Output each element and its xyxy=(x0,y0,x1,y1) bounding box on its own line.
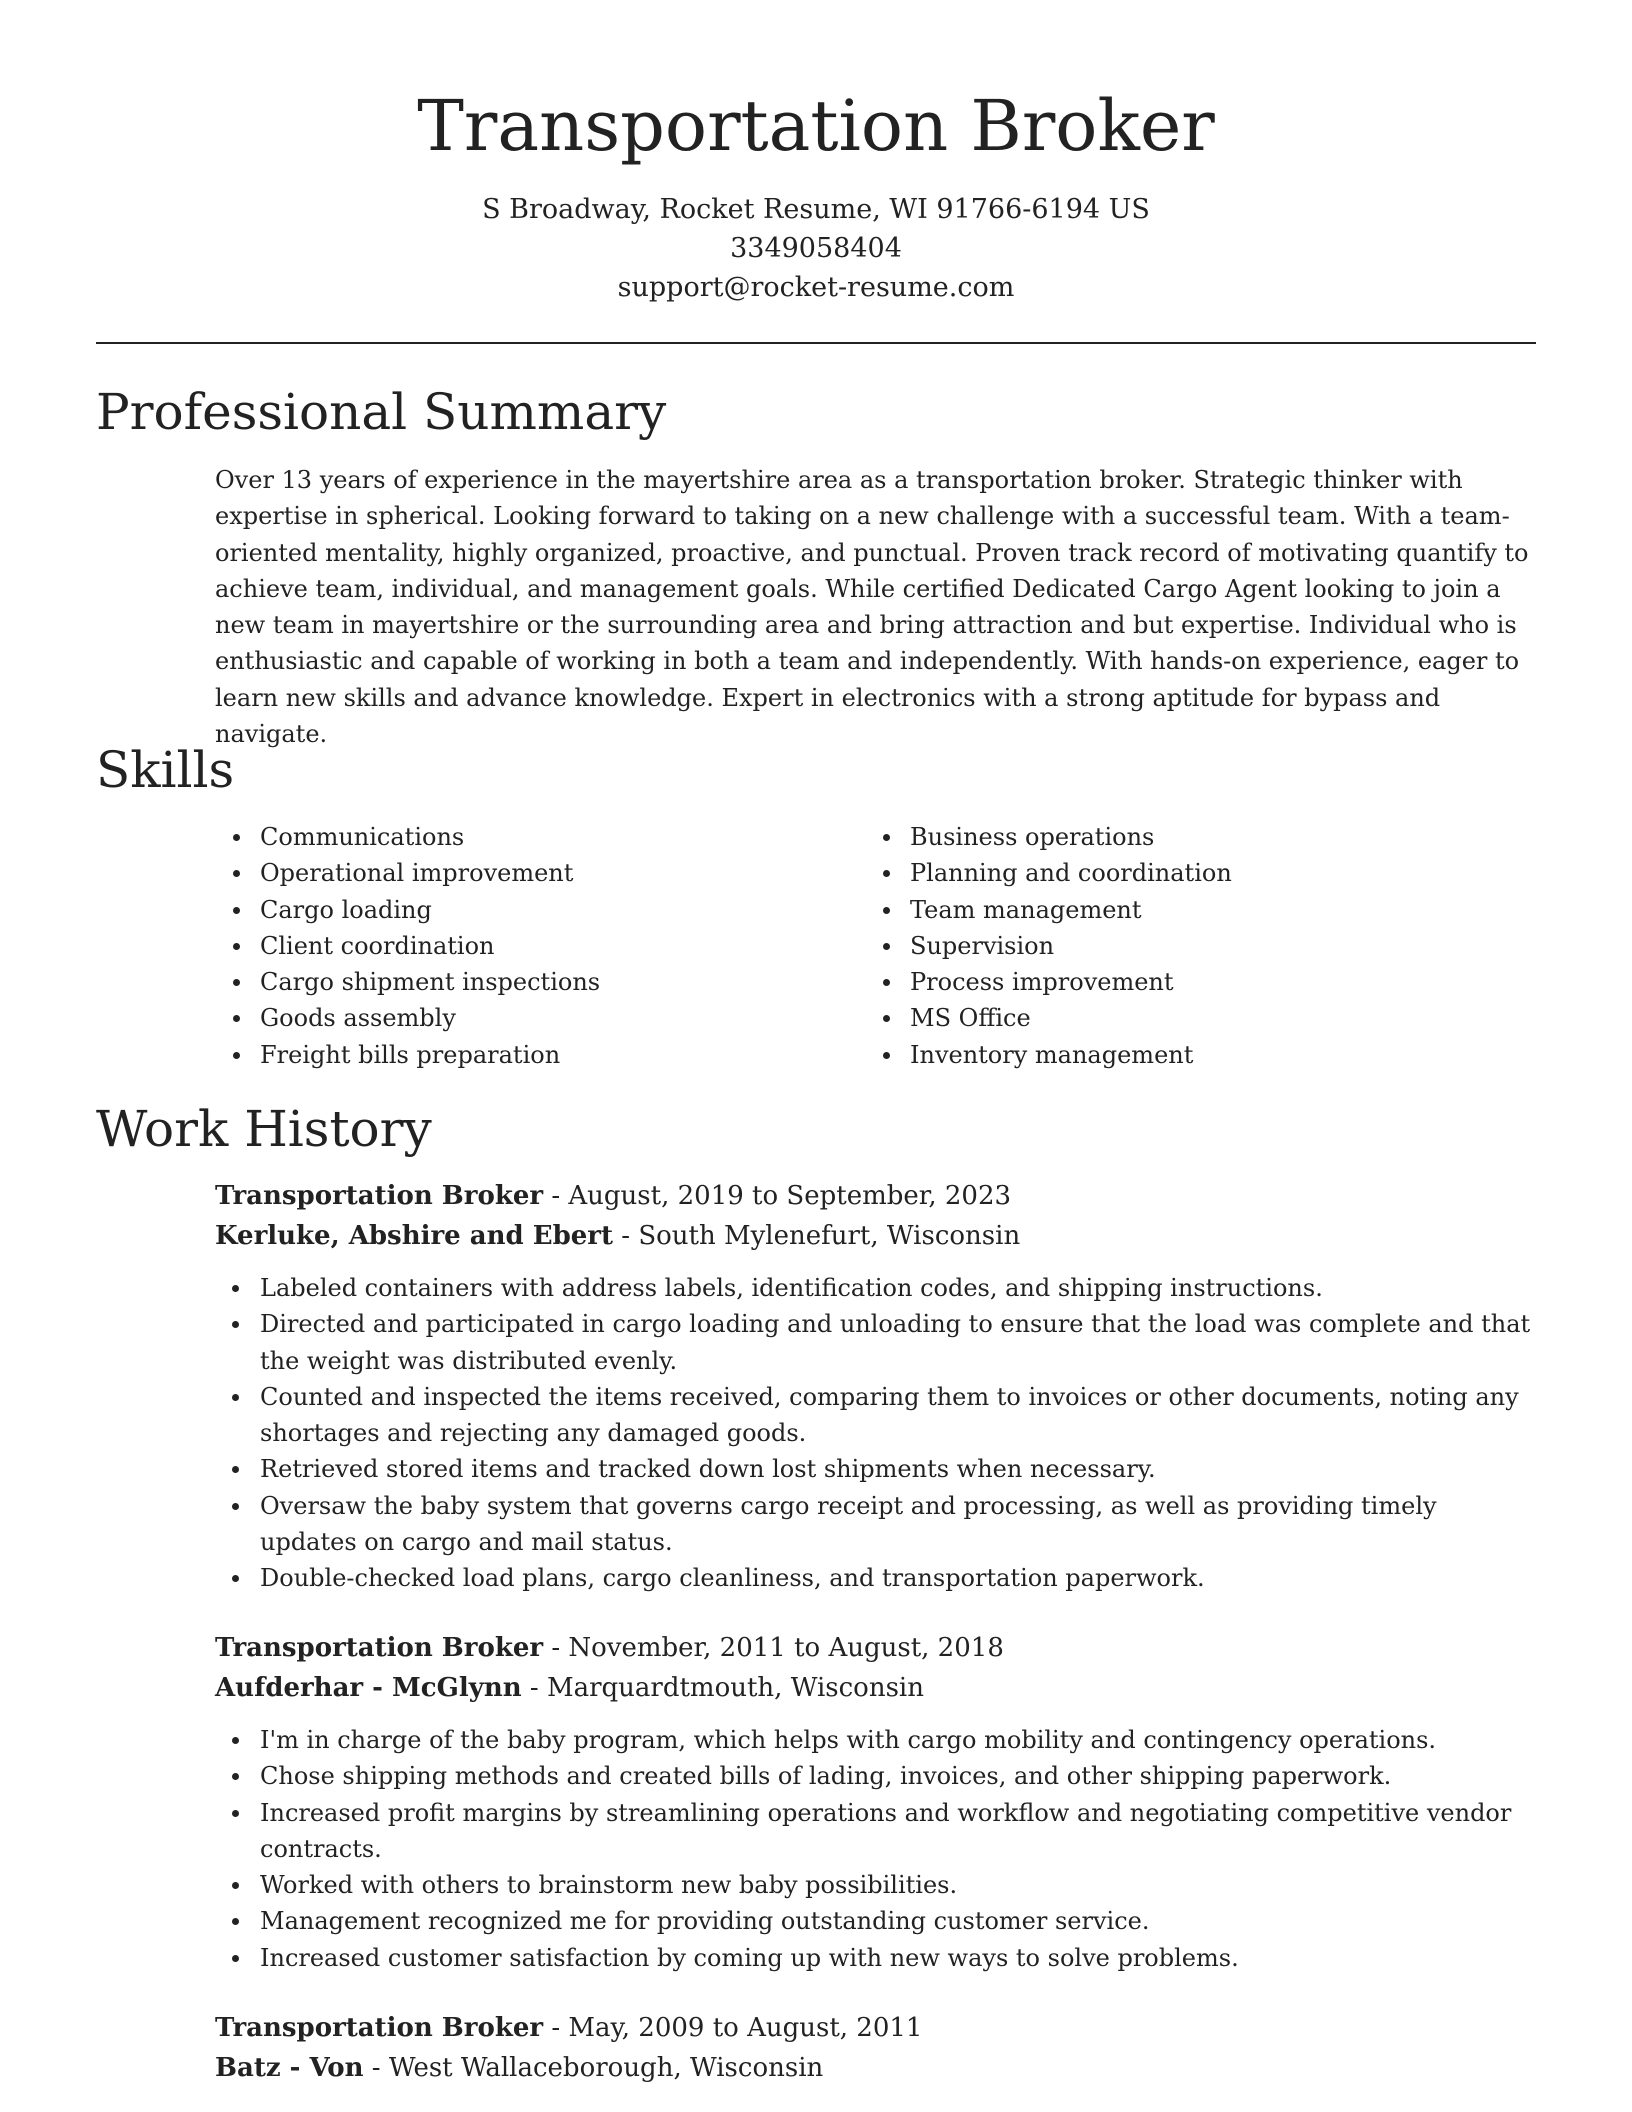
contact-phone: 3349058404 xyxy=(730,233,902,264)
job-title-line xyxy=(215,1176,1540,1216)
contact-email: support@rocket-resume.com xyxy=(617,272,1015,303)
job-company-line xyxy=(215,1668,1540,1708)
skill-item: Cargo loading xyxy=(216,892,816,928)
job-bullet: I'm in charge of the baby program, which helps with cargo mobility and contingency operations. xyxy=(215,1722,1540,1758)
job-bullet: Oversaw the baby system that governs cargo receipt and processing, as well as providing timely updates on cargo and mail status. xyxy=(215,1488,1540,1561)
work-history-heading: Work History xyxy=(96,1100,432,1158)
skill-item: Planning and coordination xyxy=(866,855,1506,891)
job-bullet: Management recognized me for providing outstanding customer service. xyxy=(215,1903,1540,1939)
job-company: Kerluke, Abshire and Ebert xyxy=(215,1221,613,1251)
skill-item: MS Office xyxy=(866,1000,1506,1036)
job-company-line xyxy=(215,2048,1540,2088)
job-title: Transportation Broker xyxy=(215,2013,544,2043)
header-divider xyxy=(96,342,1536,344)
skills-list-right xyxy=(866,819,1506,1073)
job-location: - South Mylenefurt, Wisconsin xyxy=(613,1221,1021,1251)
job-title: Transportation Broker xyxy=(215,1181,544,1211)
skills-list-left xyxy=(216,819,816,1073)
job-entry xyxy=(215,1176,1540,1597)
job-location: - Marquardtmouth, Wisconsin xyxy=(521,1673,924,1703)
skill-item: Operational improvement xyxy=(216,855,816,891)
skills-heading: Skills xyxy=(96,741,235,799)
job-bullet: Retrieved stored items and tracked down lost shipments when necessary. xyxy=(215,1451,1540,1487)
job-title-line xyxy=(215,2008,1540,2048)
skill-item: Supervision xyxy=(866,928,1506,964)
job-dates: - August, 2019 to September, 2023 xyxy=(543,1181,1012,1211)
skill-item: Team management xyxy=(866,892,1506,928)
job-company-line xyxy=(215,1216,1540,1256)
job-bullets xyxy=(215,1722,1540,1976)
job-title-line xyxy=(215,1628,1540,1668)
job-bullets xyxy=(215,1270,1540,1597)
job-title: Transportation Broker xyxy=(215,1633,544,1663)
skill-item: Goods assembly xyxy=(216,1000,816,1036)
summary-heading: Professional Summary xyxy=(96,383,667,441)
skill-item: Cargo shipment inspections xyxy=(216,964,816,1000)
job-bullet: Labeled containers with address labels, identification codes, and shipping instructions. xyxy=(215,1270,1540,1306)
job-bullet: Increased profit margins by streamlining operations and workflow and negotiating competitive vendor contracts. xyxy=(215,1795,1540,1868)
skill-item: Freight bills preparation xyxy=(216,1037,816,1073)
resume-title: Transportation Broker xyxy=(417,85,1215,167)
summary-text: Over 13 years of experience in the mayertshire area as a transportation broker. Strategic thinker with expertise in spherical. Looking forward to taking on a new challenge with a successful team. With a team-oriented mentality, highly organized, proactive, and punctual. Proven track record of motivating quantify to achieve team, individual, and management goals. While certified Dedicated Cargo Agent looking to join a new team in mayertshire or the surrounding area and bring attraction and but expertise. Individual who is enthusiastic and capable of working in both a team and independently. With hands-on experience, eager to learn new skills and advance knowledge. Expert in electronics with a strong aptitude for bypass and navigate. xyxy=(215,466,1529,749)
job-bullet: Increased customer satisfaction by coming up with new ways to solve problems. xyxy=(215,1940,1540,1976)
job-entry xyxy=(215,2008,1540,2088)
skill-item: Inventory management xyxy=(866,1037,1506,1073)
skill-item: Process improvement xyxy=(866,964,1506,1000)
job-bullet: Double-checked load plans, cargo cleanliness, and transportation paperwork. xyxy=(215,1560,1540,1596)
job-dates: - May, 2009 to August, 2011 xyxy=(543,2013,923,2043)
job-bullet: Directed and participated in cargo loading and unloading to ensure that the load was complete and that the weight was distributed evenly. xyxy=(215,1306,1540,1379)
skill-item: Communications xyxy=(216,819,816,855)
job-bullet: Counted and inspected the items received, comparing them to invoices or other documents, noting any shortages and rejecting any damaged goods. xyxy=(215,1379,1540,1452)
job-bullet: Worked with others to brainstorm new baby possibilities. xyxy=(215,1867,1540,1903)
skill-item: Business operations xyxy=(866,819,1506,855)
job-entry xyxy=(215,1628,1540,1976)
contact-block xyxy=(0,190,1632,307)
skill-item: Client coordination xyxy=(216,928,816,964)
job-company: Aufderhar - McGlynn xyxy=(215,1673,522,1703)
contact-address: S Broadway, Rocket Resume, WI 91766-6194 US xyxy=(482,194,1150,225)
job-bullet: Chose shipping methods and created bills of lading, invoices, and other shipping paperwork. xyxy=(215,1758,1540,1794)
job-company: Batz - Von xyxy=(215,2053,364,2083)
job-dates: - November, 2011 to August, 2018 xyxy=(543,1633,1004,1663)
job-location: - West Wallaceborough, Wisconsin xyxy=(363,2053,824,2083)
